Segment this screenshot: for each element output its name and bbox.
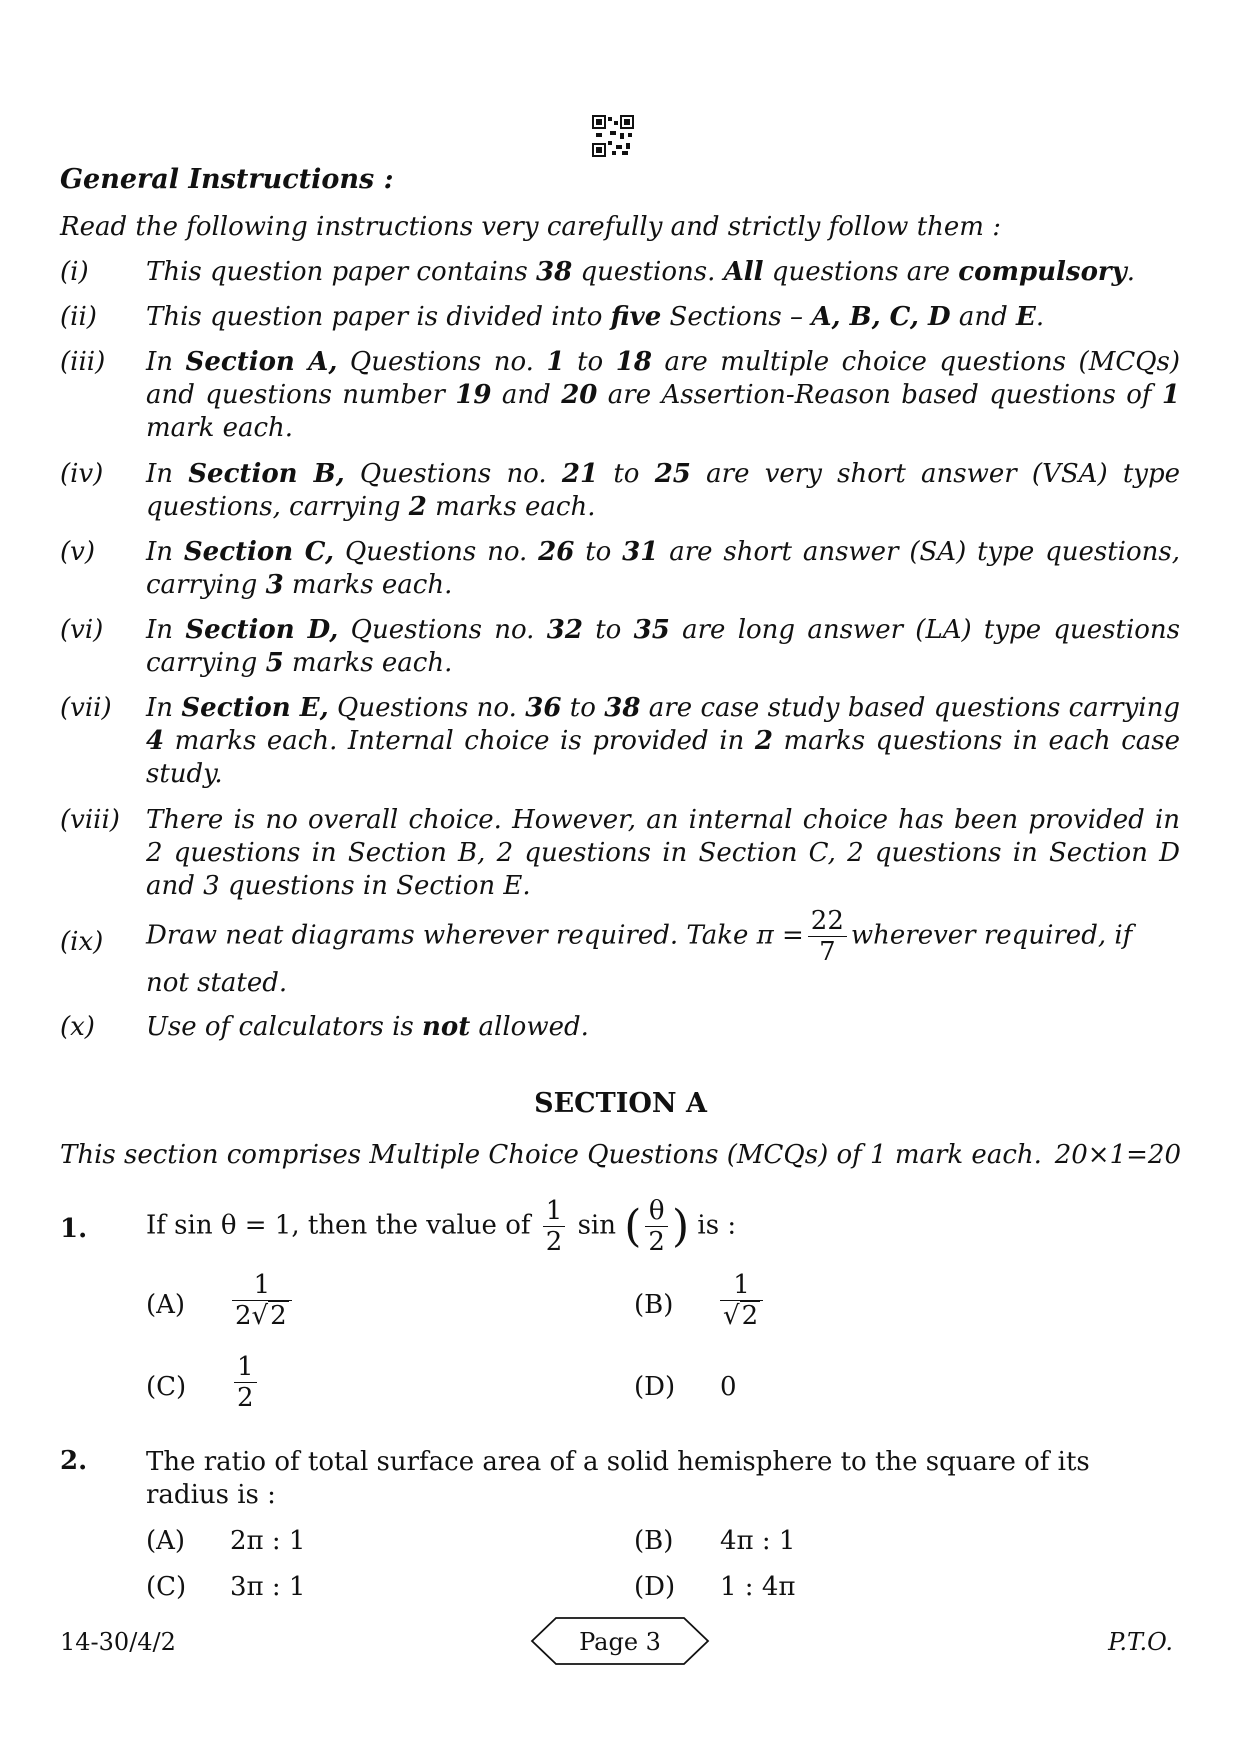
option-value: 3π : 1 [230, 1572, 306, 1602]
pto-label: P.T.O. [1108, 1628, 1173, 1656]
option-label: (C) [146, 1372, 187, 1402]
instruction-number: (iv) [60, 459, 104, 489]
option-label: (B) [634, 1526, 674, 1556]
instruction-item: (iii) In Section A, Questions no. 1 to 18 are multiple choice questions (MCQs) and questions number 19 and 20 are Assertion-Reason based questions of 1 mark each. [60, 347, 1181, 443]
instruction-item: (ix) Draw neat diagrams wherever required. Take π = $\frac{22}{7}$ wherever required, if not stated. [60, 906, 1133, 998]
instruction-text: There is no overall choice. However, an internal choice has been provided in 2 questions in Section B, 2 questions in Section C, 2 questions in Section D and 3 questions in Section E. [146, 805, 1180, 901]
option-value: $\frac{1}{√2}$ [716, 1270, 767, 1331]
instruction-number: (vii) [60, 693, 112, 723]
option-label: (A) [146, 1526, 186, 1556]
left-paren: ( [624, 1201, 642, 1252]
question-text: The ratio of total surface area of a solid hemisphere to the square of its radius is : [146, 1447, 1090, 1510]
option-value: 0 [720, 1372, 737, 1402]
instruction-item: (v) In Section C, Questions no. 26 to 31 are short answer (SA) type questions, carrying 3 marks each. [60, 537, 1180, 600]
option-label: (B) [634, 1290, 674, 1320]
instruction-number: (v) [60, 537, 95, 567]
page-number-badge [530, 1614, 710, 1668]
option-label: (A) [146, 1290, 186, 1320]
instruction-item: (x) Use of calculators is not allowed. [60, 1012, 589, 1042]
instruction-item: (vii) In Section E, Questions no. 36 to 38 are case study based questions carrying 4 marks each. Internal choice is provided in 2 marks questions in each case study. [60, 693, 1180, 789]
question-number: 1. [60, 1214, 88, 1244]
option-label: (D) [634, 1572, 676, 1602]
half-fraction: $\frac{1}{2}$ [543, 1196, 566, 1257]
right-paren: ) [671, 1201, 690, 1252]
instruction-item: (i) This question paper contains 38 questions. All questions are compulsory. [60, 257, 1135, 287]
option-value: $\frac{1}{2}$ [230, 1352, 261, 1413]
paper-code: 14-30/4/2 [60, 1628, 176, 1656]
instruction-item: (vi) In Section D, Questions no. 32 to 35 are long answer (LA) type questions carrying 5 marks each. [60, 615, 1180, 678]
pi-fraction: $\frac{22}{7}$ [808, 906, 847, 967]
page-number: Page 3 [579, 1628, 661, 1656]
question-text: If sin θ = 1, then the value of $\frac{1}{2}$ sin ( $\frac{\theta}{2}$ ) is : [146, 1196, 737, 1257]
instruction-number: (i) [60, 257, 89, 287]
option-label: (C) [146, 1572, 187, 1602]
instruction-number: (ii) [60, 302, 97, 332]
instruction-item: (ii) This question paper is divided into five Sections – A, B, C, D and E. [60, 302, 1045, 332]
question-number: 2. [60, 1446, 88, 1476]
option-value: 1 : 4π [720, 1572, 796, 1602]
instruction-item [60, 804, 1180, 903]
instruction-number: (iii) [60, 347, 106, 377]
instruction-number: (ix) [60, 927, 104, 957]
instruction-number: (vi) [60, 615, 104, 645]
general-instructions-intro: Read the following instructions very carefully and strictly follow them : [60, 212, 1001, 242]
section-description: This section comprises Multiple Choice Questions (MCQs) of 1 mark each. [60, 1140, 1042, 1170]
instruction-number: (viii) [60, 805, 120, 835]
option-value: $\frac{1}{2√2}$ [228, 1270, 296, 1331]
section-marks: 20×1=20 [1054, 1140, 1181, 1170]
option-label: (D) [634, 1372, 676, 1402]
option-value: 2π : 1 [230, 1526, 306, 1556]
section-title: SECTION A [534, 1088, 707, 1119]
qr-code-icon [592, 115, 634, 157]
instruction-item: (iv) In Section B, Questions no. 21 to 25 are very short answer (VSA) type questions, carrying 2 marks each. [60, 459, 1181, 522]
option-value: 4π : 1 [720, 1526, 796, 1556]
general-instructions-title: General Instructions : [60, 164, 394, 195]
instruction-number: (x) [60, 1012, 95, 1042]
theta-fraction: $\frac{\theta}{2}$ [645, 1196, 668, 1257]
